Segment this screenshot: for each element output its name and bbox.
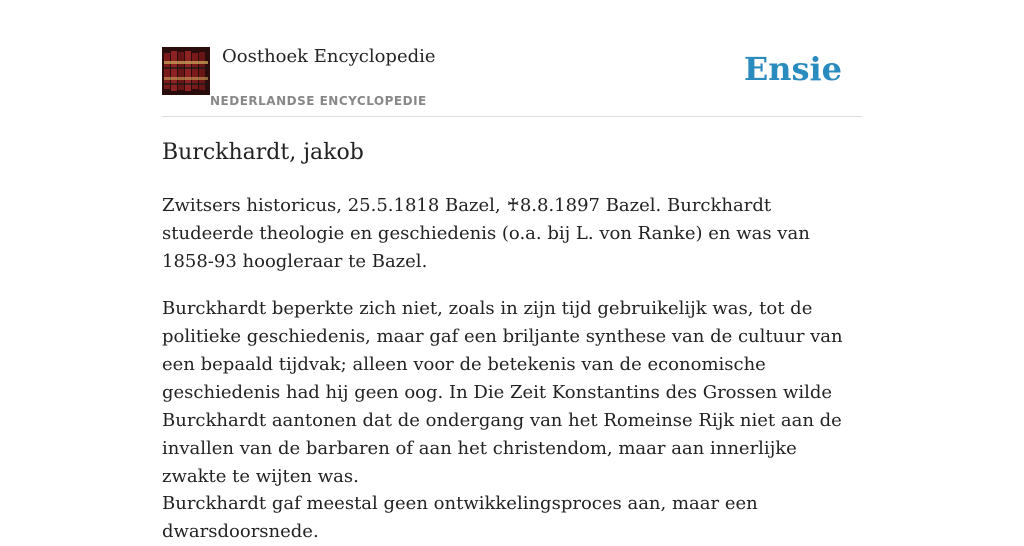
page-container bbox=[162, 0, 862, 542]
article-paragraph-3: Burckhardt gaf meestal geen ontwikkelingsproces aan, maar een dwarsdoorsnede. bbox=[162, 493, 758, 542]
site-subtitle: NEDERLANDSE ENCYCLOPEDIE bbox=[210, 94, 427, 108]
article-title: Burckhardt, jakob bbox=[162, 140, 364, 165]
site-header bbox=[162, 0, 862, 117]
avatar[interactable] bbox=[162, 47, 210, 95]
brand-logo-link[interactable]: Ensie bbox=[743, 50, 842, 88]
article-paragraph-2: Burckhardt beperkte zich niet, zoals in zijn tijd gebruikelijk was, tot de politieke geschiedenis, maar gaf een briljante synthese van de cultuur van een bepaald tijdvak; alleen voor de betekenis van de economische geschiedenis had hij geen oog. In Die Zeit Konstantins des Grossen wilde Burckhardt aantonen dat de ondergang van het Romeinse Rijk niet aan de invallen van de barbaren of aan het christendom, maar aan innerlijke zwakte te wijten was. bbox=[162, 298, 843, 487]
article-paragraph-1: Zwitsers historicus, 25.5.1818 Bazel, ♰8.8.1897 Bazel. Burckhardt studeerde theologie en geschiedenis (o.a. bij L. von Ranke) en was van 1858-93 hoogleraar te Bazel. bbox=[162, 195, 810, 272]
site-title-link[interactable]: Oosthoek Encyclopedie bbox=[222, 46, 436, 67]
book-spines-icon bbox=[162, 47, 210, 95]
